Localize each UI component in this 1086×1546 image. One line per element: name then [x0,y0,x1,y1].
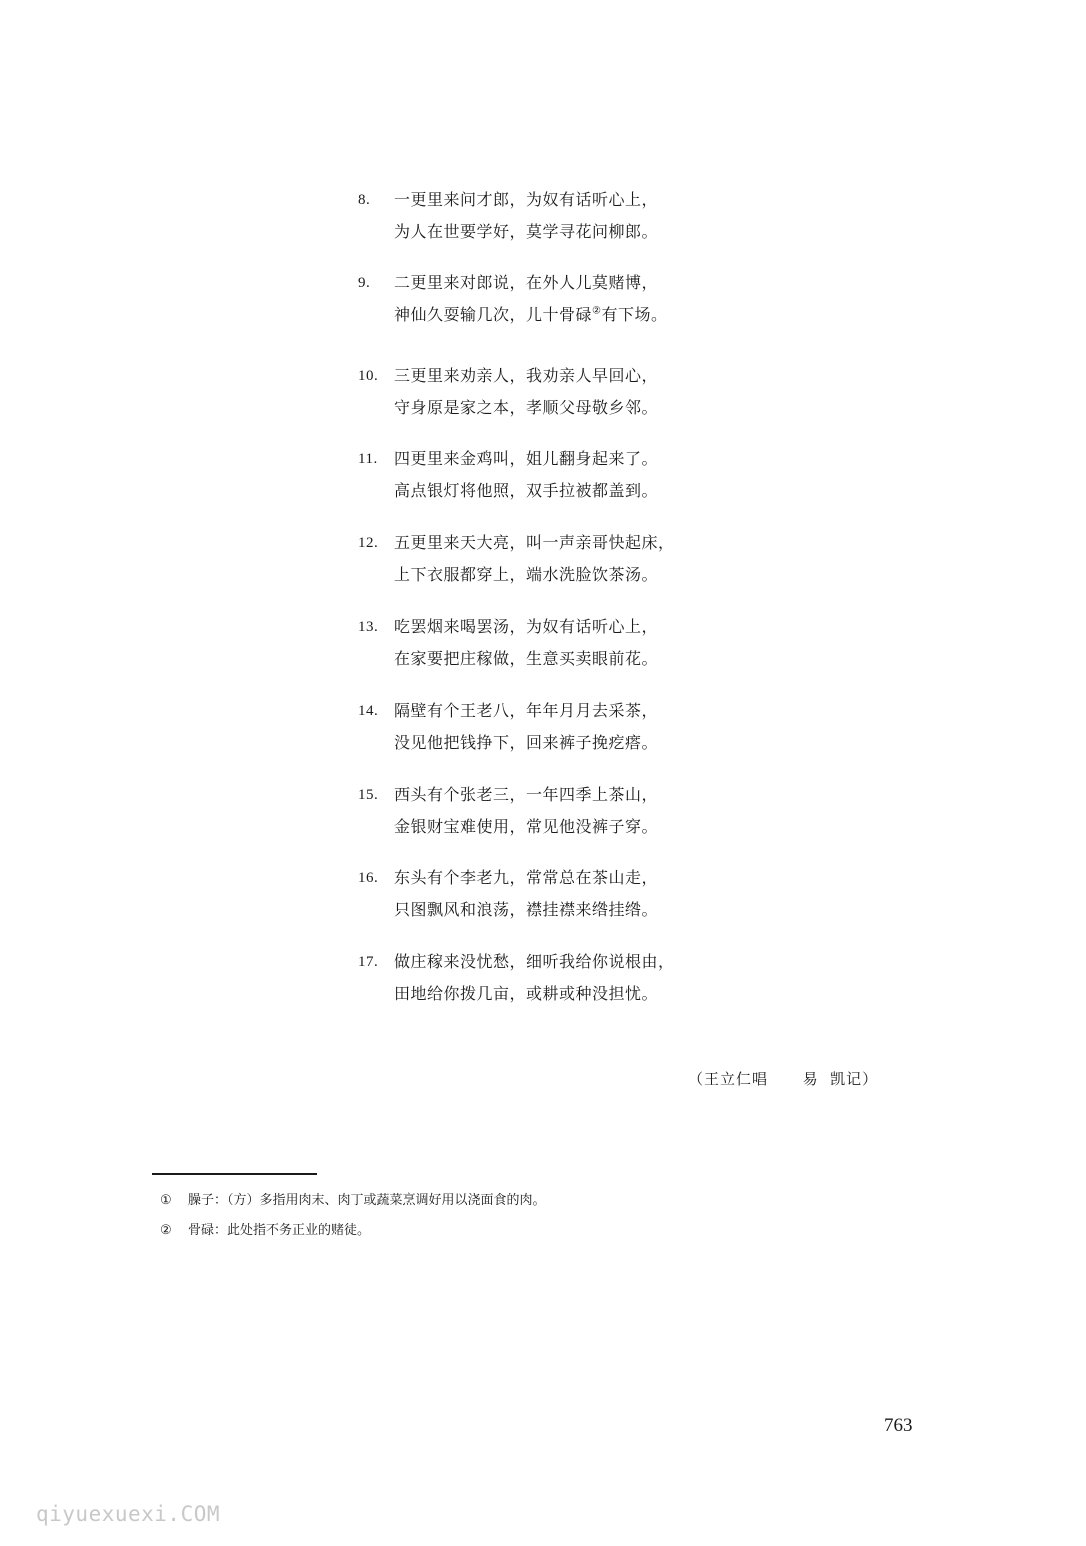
page-number: 763 [884,1415,913,1436]
verse-line-2: 上下衣服都穿上，端水洗脸饮茶汤。 [394,565,659,584]
verse-15 [358,785,778,837]
verse-10 [358,366,778,418]
footnote-mark: ① [160,1193,172,1208]
verse-line-1: 一更里来问才郎，为奴有话听心上， [394,190,659,209]
verse-line-2 [358,305,778,325]
verse-9 [358,273,778,325]
verse-line-2-part-b: 有下场。 [601,305,668,324]
verse-line-2: 为人在世要学好，莫学寻花问柳郎。 [394,222,659,241]
verse-line-1: 三更里来劝亲人，我劝亲人早回心， [394,366,659,385]
footnote-divider [152,1173,317,1175]
verse-14 [358,701,778,753]
verse-13 [358,617,778,669]
verse-17 [358,952,778,1004]
verse-line-2: 守身原是家之本，孝顺父母敬乡邻。 [394,398,659,417]
verse-number: 17. [358,954,379,970]
site-watermark: qiyuexuexi.COM [36,1502,221,1526]
footnote-text: 臊子：（方）多指用肉末、肉丁或蔬菜烹调好用以浇面食的肉。 [188,1193,546,1208]
verse-line-1: 四更里来金鸡叫，姐儿翻身起来了。 [394,449,659,468]
verse-12 [358,533,778,585]
verse-number: 9. [358,275,371,291]
verse-line-1: 西头有个张老三，一年四季上茶山， [394,785,659,804]
verse-11 [358,449,778,501]
verse-line-2: 在家要把庄稼做，生意买卖眼前花。 [394,649,659,668]
verse-line-1: 五更里来天大亮，叫一声亲哥快起床， [394,533,675,552]
verse-number: 10. [358,368,379,384]
footnote-ref-2: ② [592,305,602,317]
verse-line-2: 高点银灯将他照，双手拉被都盖到。 [394,481,659,500]
verse-number: 14. [358,703,379,719]
verse-line-2: 田地给你拨几亩，或耕或种没担忧。 [394,984,659,1003]
verse-line-2-part-a: 神仙久耍输几次，儿十骨碌 [394,305,593,324]
verse-16 [358,868,778,920]
verse-line-1: 东头有个李老九，常常总在茶山走， [394,868,659,887]
footnote-text: 骨碌：此处指不务正业的赌徒。 [188,1223,371,1238]
footnote-1 [160,1189,546,1208]
verse-line-1: 做庄稼来没忧愁，细听我给你说根由， [394,952,675,971]
verse-line-2: 只图飘风和浪荡，襟挂襟来绺挂绺。 [394,900,659,919]
footnote-mark: ② [160,1223,172,1238]
verse-number: 13. [358,619,379,635]
verse-number: 8. [358,192,371,208]
verse-number: 12. [358,535,379,551]
verse-line-1: 隔壁有个王老八，年年月月去采茶， [394,701,659,720]
singer-recorder-credit: （王立仁唱 易 凯记） [688,1070,879,1088]
verse-number: 16. [358,870,379,886]
verse-line-1: 吃罢烟来喝罢汤，为奴有话听心上， [394,617,659,636]
verse-number: 15. [358,787,379,803]
footnote-2 [160,1219,370,1238]
verse-line-1: 二更里来对郎说，在外人儿莫赌博， [394,273,659,292]
verse-line-2: 金银财宝难使用，常见他没裤子穿。 [394,817,659,836]
verse-number: 11. [358,451,378,467]
verse-8 [358,190,778,242]
verse-line-2: 没见他把钱挣下，回来裤子挽疙瘩。 [394,733,659,752]
